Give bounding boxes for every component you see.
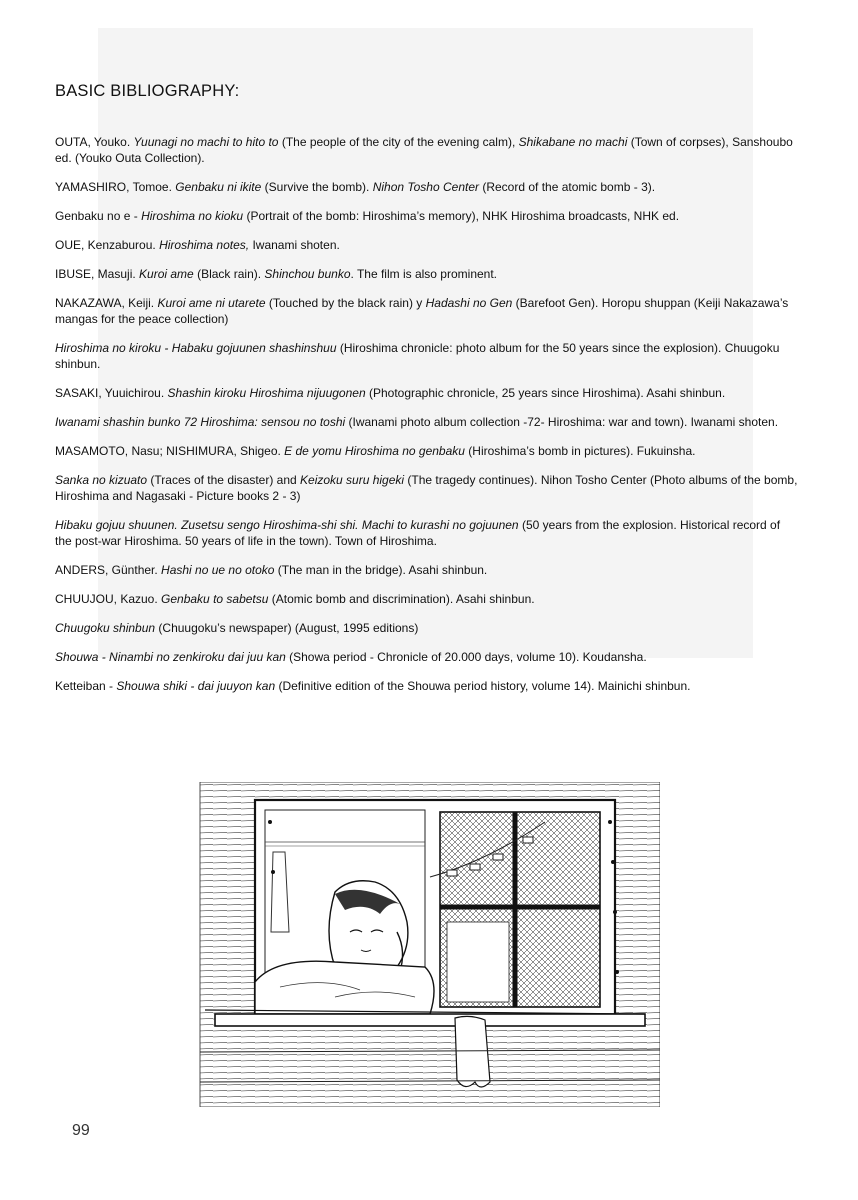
entry-text: (The people of the city of the evening calm), <box>278 135 519 149</box>
entry-title-text: Hiroshima no kioku <box>141 209 244 223</box>
entry-title-text: Kuroi ame <box>139 267 194 281</box>
girl-arms <box>255 961 434 1014</box>
entry-title-text: Sanka no kizuato <box>55 473 148 487</box>
entry-title-text: Hadashi no Gen <box>425 296 513 310</box>
entry-text: Iwanami shoten. <box>249 238 340 252</box>
bibliography-entry <box>55 179 800 195</box>
bibliography-entry <box>55 562 800 578</box>
entry-text: (Black rain). <box>193 267 265 281</box>
entry-text: CHUUJOU, Kazuo. <box>55 592 162 606</box>
entry-title-text: Shinchou bunko <box>264 267 351 281</box>
window-girl-illustration <box>185 782 660 1107</box>
entry-title-text: Nihon Tosho Center <box>372 180 479 194</box>
bibliography-entry <box>55 237 800 253</box>
entry-title-text: Shashin kiroku Hiroshima nijuugonen <box>167 386 366 400</box>
entry-text: (Photographic chronicle, 25 years since Hiroshima). Asahi shinbun. <box>365 386 726 400</box>
entry-text: (Hiroshima chronicle: photo album for the 50 years since the explosion). Chuugoku shinbun. <box>55 341 780 371</box>
entry-title-text: Shouwa - Ninambi no zenkiroku dai juu kan <box>55 650 286 664</box>
entry-title-text: Keizoku suru higeki <box>300 473 405 487</box>
entry-title-text: Yuunagi no machi to hito to <box>133 135 279 149</box>
entry-text: MASAMOTO, Nasu; NISHIMURA, Shigeo. <box>55 444 285 458</box>
entry-text: ANDERS, Günther. <box>55 563 162 577</box>
entry-text: (The man in the bridge). Asahi shinbun. <box>274 563 488 577</box>
bibliography-entry <box>55 649 800 665</box>
bibliography-entry <box>55 443 800 459</box>
entry-text: (Traces of the disaster) and <box>147 473 301 487</box>
entry-title-text: Hashi no ue no otoko <box>161 563 275 577</box>
bibliography-entry <box>55 385 800 401</box>
entry-text: (Record of the atomic bomb - 3). <box>479 180 656 194</box>
bibliography-entry <box>55 208 800 224</box>
entry-text: . The film is also prominent. <box>350 267 498 281</box>
entry-text: (Definitive edition of the Shouwa period history, volume 14). Mainichi shinbun. <box>275 679 691 693</box>
entry-title-text: Hibaku gojuu shuunen. Zusetsu sengo Hiroshima-shi shi. Machi to kurashi no gojuunen <box>55 518 519 532</box>
bibliography-entry <box>55 517 800 549</box>
entry-title-text: E de yomu Hiroshima no genbaku <box>284 444 465 458</box>
entry-text: (Chuugoku’s newspaper) (August, 1995 editions) <box>155 621 419 635</box>
entry-text: (Town of corpses), Sanshoubo ed. (Youko Outa Collection). <box>55 135 793 165</box>
hanging-cloth <box>455 1016 490 1087</box>
entry-title-text: Iwanami shashin bunko 72 Hiroshima: sensou no toshi <box>55 415 346 429</box>
entry-text: (Barefoot Gen). Horopu shuppan (Keiji Nakazawa’s mangas for the peace collection) <box>55 296 789 326</box>
bibliography-entry <box>55 266 800 282</box>
entry-text: OUTA, Youko. <box>55 135 134 149</box>
bibliography-entry <box>55 340 800 372</box>
entry-title-text: Hiroshima no kiroku - Habaku gojuunen shashinshuu <box>55 341 337 355</box>
entry-text: (Atomic bomb and discrimination). Asahi shinbun. <box>268 592 535 606</box>
entry-text: (50 years from the explosion. Historical record of the post-war Hiroshima. 50 years of life in the town). Town of Hiroshima. <box>55 518 781 548</box>
entry-title-text: Genbaku to sabetsu <box>161 592 269 606</box>
entry-text: NAKAZAWA, Keiji. <box>55 296 158 310</box>
entry-text: (Survive the bomb). <box>261 180 373 194</box>
bibliography-entry <box>55 295 800 327</box>
bibliography-entry <box>55 620 800 636</box>
entry-text: SASAKI, Yuuichirou. <box>55 386 168 400</box>
entry-text: (Touched by the black rain) y <box>265 296 426 310</box>
bibliography-list <box>55 134 800 707</box>
entry-text: (Hiroshima’s bomb in pictures). Fukuinsha. <box>464 444 696 458</box>
entry-title-text: Hiroshima notes, <box>159 238 250 252</box>
entry-text: YAMASHIRO, Tomoe. <box>55 180 176 194</box>
entry-title-text: Kuroi ame ni utarete <box>157 296 266 310</box>
entry-title-text: Shouwa shiki - dai juuyon kan <box>116 679 276 693</box>
bibliography-entry <box>55 472 800 504</box>
entry-text: IBUSE, Masuji. <box>55 267 140 281</box>
window-sill <box>215 1014 645 1026</box>
entry-title-text: Chuugoku shinbun <box>55 621 156 635</box>
bibliography-entry <box>55 414 800 430</box>
bibliography-entry <box>55 678 800 694</box>
page-title: BASIC BIBLIOGRAPHY: <box>55 82 240 100</box>
entry-text: Genbaku no e - <box>55 209 142 223</box>
entry-text: (Showa period - Chronicle of 20.000 days, volume 10). Koudansha. <box>285 650 647 664</box>
page-number: 99 <box>72 1122 90 1139</box>
entry-text: Ketteiban - <box>55 679 117 693</box>
entry-text: (Portrait of the bomb: Hiroshima’s memory), NHK Hiroshima broadcasts, NHK ed. <box>243 209 680 223</box>
entry-title-text: Genbaku ni ikite <box>175 180 262 194</box>
entry-text: (Iwanami photo album collection -72- Hiroshima: war and town). Iwanami shoten. <box>345 415 779 429</box>
bibliography-entry <box>55 591 800 607</box>
bibliography-entry <box>55 134 800 166</box>
entry-title-text: Shikabane no machi <box>518 135 628 149</box>
entry-text: OUE, Kenzaburou. <box>55 238 160 252</box>
entry-text: (The tragedy continues). Nihon Tosho Center (Photo albums of the bomb, Hiroshima and Nagasaki - Picture books 2 - 3) <box>55 473 798 503</box>
